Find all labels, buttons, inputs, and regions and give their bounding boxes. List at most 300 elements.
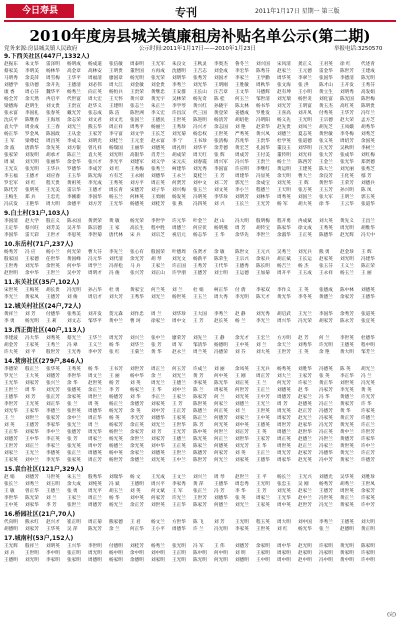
recipient-name: 刘应春 bbox=[46, 174, 60, 179]
recipient-name: 何光荣 bbox=[67, 250, 81, 255]
recipient-name: 张 芳 bbox=[67, 437, 78, 442]
recipient-name: 冯大明 bbox=[235, 219, 249, 224]
recipient-name: 周 华 bbox=[25, 388, 36, 393]
recipient-name: 胡玉兰 bbox=[109, 489, 123, 494]
recipient-name: 刘天明 bbox=[25, 160, 39, 165]
recipient-name: 王家英 bbox=[256, 503, 270, 508]
recipient-name: 刘华明 bbox=[298, 146, 312, 151]
recipient-name: 杨光明 bbox=[130, 76, 144, 81]
recipient-name: 李国华 bbox=[4, 233, 18, 238]
recipient-name: 李正英 bbox=[46, 437, 60, 442]
recipient-name: 王安群 bbox=[172, 90, 186, 95]
name-row bbox=[4, 287, 396, 294]
recipient-name: 周家英 bbox=[214, 388, 228, 393]
recipient-name: 赵世芳 bbox=[298, 503, 312, 508]
recipient-name: 周正芳 bbox=[256, 374, 270, 379]
recipient-name: 代向明 bbox=[4, 520, 18, 525]
section-title: 9.下西关社区(447户,1332人) bbox=[4, 53, 90, 60]
recipient-name: 刘发明 bbox=[25, 153, 39, 158]
recipient-name: 刘德学 bbox=[4, 83, 18, 88]
recipient-name: 余志国 bbox=[214, 125, 228, 130]
community-section bbox=[4, 358, 396, 464]
recipient-name: 王 君 bbox=[130, 520, 141, 525]
recipient-name: 刘大芳 bbox=[109, 295, 123, 300]
recipient-name: 许家英 bbox=[361, 409, 375, 414]
recipient-name: 雷金华 bbox=[319, 69, 333, 74]
recipient-name: 黄祖英 bbox=[67, 181, 81, 186]
recipient-name: 周德明 bbox=[88, 558, 102, 563]
recipient-name: 杨秀兰 bbox=[151, 544, 165, 549]
recipient-name: 王光秀 bbox=[67, 350, 81, 355]
recipient-name: 周光芳 bbox=[109, 336, 123, 341]
recipient-name: 刘德光 bbox=[319, 475, 333, 480]
recipient-name: 刘桂芳 bbox=[130, 544, 144, 549]
recipient-name: 王正明 bbox=[172, 551, 186, 556]
recipient-name: 刘 红 bbox=[109, 167, 120, 172]
recipient-name: 祝启元 bbox=[172, 233, 186, 238]
recipient-name: 殷正兰 bbox=[25, 367, 39, 372]
recipient-name: 黄家凤 bbox=[25, 295, 39, 300]
recipient-name: 赵光兰 bbox=[298, 416, 312, 421]
recipient-name: 张成华 bbox=[340, 153, 354, 158]
community-section bbox=[4, 241, 396, 277]
recipient-name: 王光明 bbox=[235, 520, 249, 525]
recipient-name: 王光明 bbox=[256, 482, 270, 487]
recipient-name: 张志兰 bbox=[130, 104, 144, 109]
recipient-name: 周 琴 bbox=[214, 475, 225, 480]
recipient-name: 黄祥兰 bbox=[4, 312, 18, 317]
recipient-name: 代世富 bbox=[67, 97, 81, 102]
recipient-name: 刘秀华 bbox=[298, 343, 312, 348]
recipient-name: 高发娟 bbox=[361, 90, 375, 95]
recipient-name: 李国华 bbox=[88, 195, 102, 200]
recipient-name: 余 波 bbox=[4, 146, 15, 151]
recipient-name: 王秀英 bbox=[319, 226, 333, 231]
recipient-name: 陈 芳 bbox=[193, 423, 204, 428]
recipient-name: 王君英 bbox=[319, 62, 333, 67]
recipient-name: 李德清 bbox=[340, 76, 354, 81]
recipient-name: 李光兰 bbox=[256, 319, 270, 324]
recipient-name: 胡正斌 bbox=[277, 257, 291, 262]
recipient-name: 黄正兰 bbox=[340, 496, 354, 501]
recipient-name: 余成宝 bbox=[256, 181, 270, 186]
name-row bbox=[4, 342, 396, 349]
recipient-name: 朱良文 bbox=[172, 62, 186, 67]
recipient-name: 许光明 bbox=[319, 343, 333, 348]
recipient-name: 许中芳 bbox=[361, 503, 375, 508]
recipient-name: 刘明英 bbox=[46, 544, 60, 549]
recipient-name: 李家双 bbox=[256, 288, 270, 293]
recipient-name: 周业成 bbox=[25, 125, 39, 130]
recipient-name: 周忠秀 bbox=[235, 482, 249, 487]
recipient-name: 刘光英 bbox=[277, 181, 291, 186]
recipient-name: 杨光华 bbox=[298, 527, 312, 532]
recipient-name: 黄 华 bbox=[340, 409, 351, 414]
recipient-name: 许昌汉 bbox=[172, 111, 186, 116]
recipient-name: 何中明 bbox=[214, 551, 228, 556]
recipient-name: 刘文光 bbox=[109, 118, 123, 123]
recipient-name: 赵世华 bbox=[298, 430, 312, 435]
recipient-name: 刘玉明 bbox=[46, 482, 60, 487]
recipient-name: 高林安 bbox=[88, 69, 102, 74]
recipient-name: 陈正兰 bbox=[193, 416, 207, 421]
recipient-name: 邹芳兰 bbox=[361, 350, 375, 355]
header-rule bbox=[4, 20, 396, 22]
recipient-name: 张 英 bbox=[235, 496, 246, 501]
recipient-name: 向正英 bbox=[88, 90, 102, 95]
recipient-name: 胡秀兰 bbox=[340, 482, 354, 487]
recipient-name: 王华兰 bbox=[88, 336, 102, 341]
recipient-name: 冯 翠 bbox=[67, 343, 78, 348]
recipient-name: 张道华 bbox=[361, 202, 375, 207]
recipient-name: 余中兰 bbox=[67, 416, 81, 421]
recipient-name: 李光兰 bbox=[4, 295, 18, 300]
name-row bbox=[4, 145, 396, 152]
recipient-name: 余正兰 bbox=[88, 388, 102, 393]
recipient-name: 苏兆华 bbox=[235, 139, 249, 144]
recipient-name: 刘世英 bbox=[151, 503, 165, 508]
recipient-name: 陈德兰 bbox=[193, 409, 207, 414]
recipient-name: 王贵荣 bbox=[130, 90, 144, 95]
recipient-name: 周雪梅 bbox=[46, 76, 60, 81]
recipient-name: 刘大英 bbox=[256, 350, 270, 355]
recipient-name: 王德华 bbox=[361, 295, 375, 300]
recipient-name: 姜德成 bbox=[235, 111, 249, 116]
recipient-name: 李家明 bbox=[46, 558, 60, 563]
recipient-name: 王世兰 bbox=[4, 388, 18, 393]
recipient-name: 王长山 bbox=[193, 90, 207, 95]
recipient-name: 王光兰 bbox=[256, 402, 270, 407]
recipient-name: 赵荣华 bbox=[256, 125, 270, 130]
recipient-name: 李国华 bbox=[319, 312, 333, 317]
recipient-name: 冯中明 bbox=[319, 558, 333, 563]
recipient-name: 程开勇 bbox=[277, 219, 291, 224]
recipient-name: 刘家芳 bbox=[25, 527, 39, 532]
recipient-name: 刘代清 bbox=[109, 257, 123, 262]
recipient-name: 王梅生 bbox=[4, 195, 18, 200]
recipient-name: 赵家明 bbox=[298, 551, 312, 556]
recipient-name: 周正祥 bbox=[109, 125, 123, 130]
recipient-name: 冯兴华 bbox=[235, 160, 249, 165]
recipient-name: 王中兰 bbox=[172, 458, 186, 463]
recipient-name: 刘 兰 bbox=[235, 409, 246, 414]
recipient-name: 余家芳 bbox=[340, 295, 354, 300]
recipient-name: 王秀芬 bbox=[361, 83, 375, 88]
recipient-name: 王世芳 bbox=[193, 496, 207, 501]
recipient-name: 王世才 bbox=[46, 233, 60, 238]
recipient-name: 许大英 bbox=[4, 350, 18, 355]
recipient-name: 王贵华 bbox=[256, 139, 270, 144]
recipient-name: 胡维华 bbox=[361, 226, 375, 231]
recipient-name: 李国富 bbox=[214, 167, 228, 172]
recipient-name: 郭光兰 bbox=[235, 181, 249, 186]
recipient-name: 刘光英 bbox=[235, 395, 249, 400]
recipient-name: 张文海 bbox=[277, 83, 291, 88]
section-title: 14.营房社区(279户,846人) bbox=[4, 358, 84, 365]
recipient-name: 杨明燕 bbox=[214, 226, 228, 231]
recipient-name: 杨世炎 bbox=[298, 97, 312, 102]
recipient-name: 许元华 bbox=[172, 219, 186, 224]
recipient-name: 余秀芳 bbox=[340, 312, 354, 317]
community-section bbox=[4, 210, 396, 239]
recipient-name: 王玉兰 bbox=[193, 295, 207, 300]
recipient-name: 张兴才 bbox=[88, 160, 102, 165]
recipient-name: 张光荣 bbox=[151, 76, 165, 81]
name-row bbox=[4, 103, 396, 110]
recipient-name: 刘 兰 bbox=[256, 343, 267, 348]
recipient-name: 杨家芳 bbox=[109, 423, 123, 428]
recipient-name: 王云华 bbox=[340, 202, 354, 207]
recipient-name: 胡秀华 bbox=[361, 125, 375, 130]
recipient-name: 方有芝 bbox=[109, 174, 123, 179]
recipient-name: 周正英 bbox=[277, 437, 291, 442]
masthead-logo: 今日寿县 bbox=[6, 4, 74, 18]
recipient-name: 徐 华 bbox=[319, 202, 330, 207]
recipient-name: 王家芳 bbox=[298, 374, 312, 379]
recipient-name: 张光明 bbox=[172, 544, 186, 549]
recipient-name: 许光兰 bbox=[172, 496, 186, 501]
recipient-name: 许正国 bbox=[172, 264, 186, 269]
recipient-name: 李冬英 bbox=[298, 295, 312, 300]
recipient-name: 刘德兵 bbox=[361, 181, 375, 186]
recipient-name: 王建明 bbox=[109, 104, 123, 109]
recipient-name: 刘光兰 bbox=[235, 503, 249, 508]
recipient-name: 何家兰 bbox=[214, 402, 228, 407]
recipient-name: 陈 凤 bbox=[361, 188, 372, 193]
name-row bbox=[4, 225, 396, 232]
recipient-name: 王家英 bbox=[4, 458, 18, 463]
recipient-name: 刘光秀 bbox=[193, 167, 207, 172]
recipient-name: 陈正兰 bbox=[67, 153, 81, 158]
recipient-name: 高金章 bbox=[67, 69, 81, 74]
recipient-name: 陈光明 bbox=[193, 558, 207, 563]
notice-period: 公示时间:2011年1月17日——2010年1月23日 bbox=[139, 46, 256, 52]
recipient-name: 熊玉华 bbox=[88, 125, 102, 130]
recipient-name: 黄 芳 bbox=[193, 374, 204, 379]
recipient-name: 王明贵 bbox=[109, 69, 123, 74]
recipient-name: 刘正芳 bbox=[235, 430, 249, 435]
recipient-name: 周 兰 bbox=[151, 312, 162, 317]
name-row bbox=[4, 263, 396, 270]
recipient-name: 黄正芳 bbox=[340, 416, 354, 421]
recipient-name: 王元兴 bbox=[256, 250, 270, 255]
recipient-name: 周大明 bbox=[46, 202, 60, 207]
recipient-name: 王 华 bbox=[151, 388, 162, 393]
recipient-name: 刘德芳 bbox=[46, 374, 60, 379]
recipient-name: 杨 华 bbox=[88, 367, 99, 372]
recipient-name: 刘金敏 bbox=[130, 83, 144, 88]
notice-source: 党务来源:房县城关镇人民政府 bbox=[4, 46, 78, 52]
recipient-name: 李作义 bbox=[277, 288, 291, 293]
recipient-name: 黄运明 bbox=[277, 167, 291, 172]
recipient-name: 刘华平 bbox=[193, 146, 207, 151]
recipient-name: 杨德兰 bbox=[109, 444, 123, 449]
recipient-name: 刘秀英 bbox=[46, 336, 60, 341]
section-label: 专刊 bbox=[175, 6, 197, 19]
recipient-name: 赵德兰 bbox=[298, 437, 312, 442]
recipient-name: 刘家华 bbox=[25, 430, 39, 435]
recipient-name: 张光华 bbox=[340, 160, 354, 165]
name-row bbox=[4, 349, 396, 356]
recipient-name: 刘红梅 bbox=[361, 153, 375, 158]
recipient-name: 李光华 bbox=[46, 458, 60, 463]
recipient-name: 张正兰 bbox=[67, 451, 81, 456]
recipient-name: 张 兰 bbox=[67, 402, 78, 407]
name-row bbox=[4, 152, 396, 159]
recipient-name: 陈天才 bbox=[256, 295, 270, 300]
recipient-name: 周开平 bbox=[277, 271, 291, 276]
recipient-name: 赵光英 bbox=[298, 458, 312, 463]
name-row bbox=[4, 401, 396, 408]
recipient-name: 程玉英 bbox=[256, 520, 270, 525]
recipient-name: 刘德芳 bbox=[235, 544, 249, 549]
recipient-name: 赵大学 bbox=[25, 219, 39, 224]
recipient-name: 李学琴 bbox=[172, 104, 186, 109]
recipient-name: 陈西芳 bbox=[298, 160, 312, 165]
recipient-name: 周礼明 bbox=[172, 146, 186, 151]
recipient-name: 王 丽 bbox=[109, 374, 120, 379]
recipient-name: 周华英 bbox=[277, 76, 291, 81]
recipient-name: 陈永国 bbox=[67, 219, 81, 224]
recipient-name: 杨 兰 bbox=[235, 319, 246, 324]
recipient-name: 余华先 bbox=[235, 233, 249, 238]
recipient-name: 刘光明 bbox=[340, 257, 354, 262]
recipient-name: 冯光明 bbox=[214, 527, 228, 532]
recipient-name: 杨林华 bbox=[46, 69, 60, 74]
recipient-name: 贺元森 bbox=[109, 312, 123, 317]
recipient-name: 陈国政 bbox=[46, 132, 60, 137]
name-row bbox=[4, 131, 396, 138]
recipient-name: 余德兰 bbox=[130, 458, 144, 463]
recipient-name: 周正兰 bbox=[151, 367, 165, 372]
section-title: 10.东岳村(71户,237人) bbox=[4, 241, 74, 248]
recipient-name: 王家芳 bbox=[256, 437, 270, 442]
recipient-name: 袁大学 bbox=[4, 125, 18, 130]
recipient-name: 杨吉兰 bbox=[277, 264, 291, 269]
recipient-name: 黄德兰 bbox=[319, 295, 333, 300]
recipient-name: 黄家芳 bbox=[340, 402, 354, 407]
recipient-name: 杨德英 bbox=[130, 202, 144, 207]
recipient-name: 刘德英 bbox=[151, 146, 165, 151]
recipient-name: 赵光辉 bbox=[340, 233, 354, 238]
recipient-name: 冯天中 bbox=[361, 233, 375, 238]
recipient-name: 黄光宇 bbox=[151, 97, 165, 102]
recipient-name: 张玉芬 bbox=[319, 264, 333, 269]
recipient-name: 余中明 bbox=[130, 551, 144, 556]
recipient-name: 冯庆发 bbox=[4, 202, 18, 207]
recipient-name: 周德芳 bbox=[277, 395, 291, 400]
recipient-name: 黄德芳 bbox=[340, 437, 354, 442]
recipient-name: 刘 芳 bbox=[25, 312, 36, 317]
recipient-name: 曹大芬 bbox=[88, 250, 102, 255]
recipient-name: 刘德英 bbox=[361, 288, 375, 293]
recipient-name: 王长芝 bbox=[151, 132, 165, 137]
name-row bbox=[4, 201, 396, 208]
name-row bbox=[4, 495, 396, 502]
recipient-name: 张正明 bbox=[67, 551, 81, 556]
recipient-name: 刘光兰 bbox=[151, 295, 165, 300]
recipient-name: 刘胜华 bbox=[298, 367, 312, 372]
recipient-name: 王光华 bbox=[109, 202, 123, 207]
recipient-name: 李成义 bbox=[67, 139, 81, 144]
recipient-name: 李 芳 bbox=[46, 503, 57, 508]
recipient-name: 张道英 bbox=[361, 312, 375, 317]
recipient-name: 张 芳 bbox=[151, 343, 162, 348]
name-row bbox=[4, 82, 396, 89]
recipient-name: 刘国兰 bbox=[298, 195, 312, 200]
name-row bbox=[4, 443, 396, 450]
recipient-name: 王秀芳 bbox=[193, 264, 207, 269]
recipient-name: 李玉福 bbox=[4, 174, 18, 179]
recipient-name: 冯正兰 bbox=[319, 402, 333, 407]
recipient-name: 赵世英 bbox=[88, 381, 102, 386]
recipient-name: 胡家芳 bbox=[319, 319, 333, 324]
recipient-name: 张家英 bbox=[67, 458, 81, 463]
recipient-name: 沈德明 bbox=[172, 69, 186, 74]
recipient-name: 赵正芳 bbox=[298, 409, 312, 414]
recipient-name: 王三春 bbox=[46, 125, 60, 130]
recipient-name: 冯明阳 bbox=[256, 118, 270, 123]
recipient-name: 刘世英 bbox=[340, 381, 354, 386]
recipient-name: 刘家芳 bbox=[25, 381, 39, 386]
recipient-name: 刘中明 bbox=[151, 551, 165, 556]
recipient-name: 张 辉 bbox=[214, 153, 225, 158]
recipient-name: 董传明 bbox=[277, 153, 291, 158]
recipient-name: 肖芳兰 bbox=[151, 153, 165, 158]
recipient-name: 周德兰 bbox=[277, 430, 291, 435]
recipient-name: 王德英 bbox=[340, 520, 354, 525]
recipient-name: 代三国 bbox=[193, 111, 207, 116]
recipient-name: 许正兰 bbox=[361, 423, 375, 428]
recipient-name: 王建成 bbox=[361, 69, 375, 74]
recipient-name: 杜德华 bbox=[361, 336, 375, 341]
recipient-name: 王 兰 bbox=[4, 416, 15, 421]
recipient-name: 张世英 bbox=[67, 409, 81, 414]
recipient-name: 王秋灵 bbox=[193, 62, 207, 67]
recipient-name: 刘方银 bbox=[67, 146, 81, 151]
recipient-name: 李刚新 bbox=[67, 195, 81, 200]
recipient-name: 赵长英 bbox=[214, 319, 228, 324]
recipient-name: 冯德芳 bbox=[319, 409, 333, 414]
recipient-name: 王书芳 bbox=[109, 367, 123, 372]
recipient-name: 张正芳 bbox=[46, 395, 60, 400]
recipient-name: 冯年兰 bbox=[361, 111, 375, 116]
recipient-name: 周大宏 bbox=[88, 97, 102, 102]
name-row bbox=[4, 436, 396, 443]
recipient-name: 刘大英 bbox=[319, 219, 333, 224]
recipient-name: 雷泽明 bbox=[46, 62, 60, 67]
recipient-name: 李国礼 bbox=[25, 111, 39, 116]
recipient-name: 胡启武 bbox=[277, 312, 291, 317]
recipient-name: 周心芬 bbox=[25, 90, 39, 95]
recipient-name: 张国兰 bbox=[130, 118, 144, 123]
recipient-name: 刘 红 bbox=[25, 181, 36, 186]
recipient-name: 张大军 bbox=[319, 195, 333, 200]
recipient-name: 冉成斌 bbox=[298, 219, 312, 224]
recipient-name: 张家芳 bbox=[46, 416, 60, 421]
recipient-name: 王梅英 bbox=[25, 288, 39, 293]
recipient-name: 许成兰 bbox=[193, 367, 207, 372]
recipient-name: 严秀英 bbox=[235, 132, 249, 137]
recipient-name: 赵中明 bbox=[298, 558, 312, 563]
recipient-name: 周文兰 bbox=[88, 374, 102, 379]
recipient-name: 张德英 bbox=[67, 388, 81, 393]
recipient-name: 张 燕 bbox=[172, 202, 183, 207]
recipient-name: 雷天彩 bbox=[25, 233, 39, 238]
recipient-name: 李 宁 bbox=[172, 139, 183, 144]
recipient-name: 张家荣 bbox=[4, 153, 18, 158]
recipient-name: 冯世兰 bbox=[319, 437, 333, 442]
